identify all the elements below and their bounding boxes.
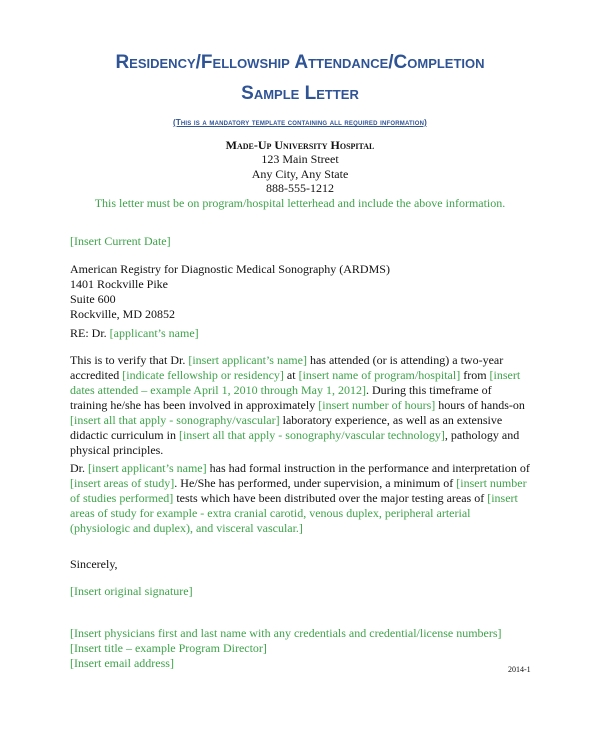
physician-email-placeholder: [Insert email address] [70,656,174,670]
placeholder-lab-type: [insert all that apply - sonography/vascular] [70,413,280,427]
paragraph-verification [70,353,530,458]
placeholder-hours: [insert number of hours] [318,398,436,412]
placeholder-studies-count: [insert number of studies performed] [70,476,527,505]
text-run: laboratory experience, as well as an extensive didactic curriculum in [70,413,503,442]
placeholder-program: [insert name of program/hospital] [298,368,461,382]
placeholder-areas-of-study: [insert areas of study] [70,476,175,490]
signature-placeholder: [Insert original signature] [70,584,193,598]
text-run: has had formal instruction in the performance and interpretation of [206,461,530,475]
footer-code: 2014-1 [508,665,531,674]
paragraph-instruction [70,461,530,536]
recipient-street: 1401 Rockville Pike [70,277,168,291]
hospital-letterhead [0,138,600,210]
hospital-phone: 888-555-1212 [266,181,334,196]
text-run: tests which have been distributed over the major testing areas of [173,491,488,505]
re-prefix: RE: Dr. [70,326,110,340]
text-run: hours of hands-on [435,398,525,412]
text-run: has attended (or is attending) a two-year accredited [70,353,504,382]
recipient-address [70,262,530,322]
mandatory-note: (This is a mandatory template containing all required information) [172,118,428,127]
placeholder-fellowship: [indicate fellowship or residency] [122,368,284,382]
recipient-suite: Suite 600 [70,292,116,306]
text-run: Dr. [70,461,88,475]
document-title-line2: Sample Letter [241,83,359,104]
text-run: from [460,368,490,382]
physician-name-placeholder: [Insert physicians first and last name with any credentials and credential/license numbers] [70,626,502,640]
hospital-city: Any City, Any State [251,166,349,181]
re-line [70,326,530,341]
placeholder-testing-areas: [insert areas of study for example - extra cranial carotid, venous duplex, peripheral arterial (physiologic and duplex), and visceral vascular.] [70,491,518,535]
text-run: . During this timeframe of training he/she has been involved in approximately [70,383,492,412]
placeholder-dates: [insert dates attended – example April 1, 2010 through May 1, 2012] [70,368,521,397]
recipient-city: Rockville, MD 20852 [70,307,175,321]
text-run: . He/She has performed, under supervision, a minimum of [174,476,457,490]
re-placeholder: [applicant’s name] [109,326,199,340]
text-run: at [283,368,299,382]
physician-title-placeholder: [Insert title – example Program Director] [70,641,267,655]
hospital-street: 123 Main Street [261,152,339,167]
placeholder-applicant-name: [insert applicant’s name] [88,461,207,475]
letterhead-note: This letter must be on program/hospital letterhead and include the above information. [94,195,506,210]
closing: Sincerely, [70,557,118,571]
hospital-name: Made-Up University Hospital [225,138,375,152]
placeholder-curriculum: [insert all that apply - sonography/vascular technology] [178,428,445,442]
text-run: , pathology and physical principles. [70,428,520,457]
text-run: This is to verify that Dr. [70,353,189,367]
recipient-org: American Registry for Diagnostic Medical Sonography (ARDMS) [70,262,390,276]
date-placeholder: [Insert Current Date] [70,234,171,248]
placeholder-applicant-name: [insert applicant’s name] [188,353,307,367]
document-title-line1: Residency/Fellowship Attendance/Completion [115,52,485,73]
physician-block [70,626,530,671]
